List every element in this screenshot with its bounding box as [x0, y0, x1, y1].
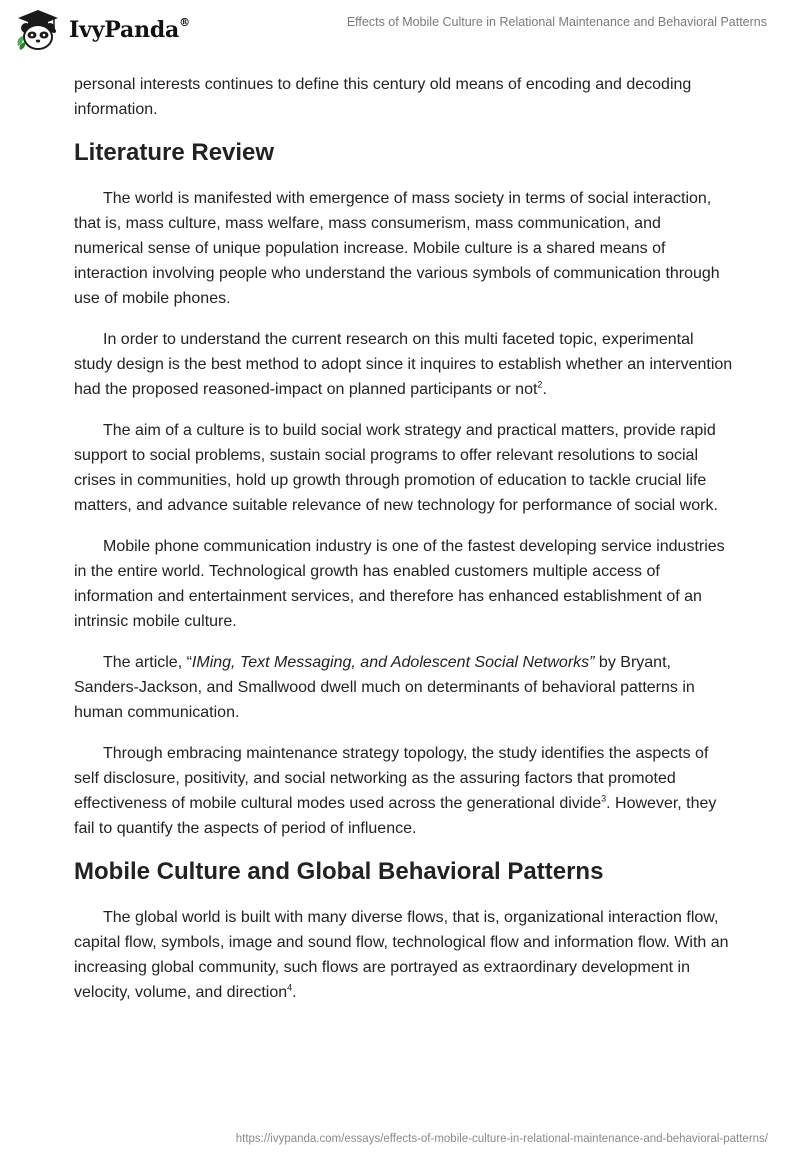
section-heading-mobile-culture: Mobile Culture and Global Behavioral Patterns — [74, 858, 604, 885]
paragraph: The world is manifested with emergence of mass society in terms of social interaction, that is, mass culture, mass welfare, mass consumerism, mass communication, and numerical sense of unique population increase. Mobile culture is a shared means of interaction involving people who understand the various symbols of communication through use of mobile phones. — [74, 190, 720, 307]
article-title: IMing, Text Messaging, and Adolescent Social Networks” — [191, 654, 595, 671]
paragraph: Mobile phone communication industry is one of the fastest developing service industries in the entire world. Technological growth has enabled customers multiple access of information and entertainment services, and therefore has enhanced establishment of an intrinsic mobile culture. — [74, 538, 725, 630]
ivypanda-logo[interactable] — [14, 8, 190, 52]
paragraph: Through embracing maintenance strategy topology, the study identifies the aspects of self disclosure, positivity, and social networking as the assuring factors that promoted effectiveness of mobile cultural modes used across the generational divide$^3$. However, they fail to quantify the aspects of period of influence. — [74, 745, 717, 837]
essay-body — [74, 72, 734, 1021]
footnote-ref[interactable]: 2 — [537, 379, 543, 390]
paragraph: The aim of a culture is to build social work strategy and practical matters, provide rapid support to social problems, sustain social programs to offer relevant resolutions to social crises in communities, hold up growth through promotion of education to tackle crucial life matters, and advance suitable relevance of new technology for performance of social work. — [74, 422, 718, 514]
section-heading-literature-review: Literature Review — [74, 139, 275, 166]
footnote-ref[interactable]: 3 — [601, 793, 607, 804]
source-url[interactable]: https://ivypanda.com/essays/effects-of-mobile-culture-in-relational-maintenance-and-behavioral-patterns/ — [235, 1133, 768, 1145]
paragraph: The article, “IMing, Text Messaging, and Adolescent Social Networks” by Bryant, Sanders-Jackson, and Smallwood dwell much on determinants of behavioral patterns in human communication. — [74, 654, 695, 721]
paragraph: The global world is built with many diverse flows, that is, organizational interaction flow, capital flow, symbols, image and sound flow, technological flow and information flow. With an increasing global community, such flows are portrayed as extraordinary development in velocity, volume, and direction$^4$. — [74, 909, 729, 1001]
page-header — [0, 0, 800, 66]
document-title: Effects of Mobile Culture in Relational Maintenance and Behavioral Patterns — [346, 15, 767, 29]
intro-continuation: personal interests continues to define this century old means of encoding and decoding information. — [74, 76, 692, 118]
footnote-ref[interactable]: 4 — [287, 982, 293, 993]
paragraph: In order to understand the current research on this multi faceted topic, experimental study design is the best method to adopt since it inquires to establish whether an intervention had the proposed reasoned-impact on planned participants or not$^2$. — [74, 331, 733, 398]
brand-name: IvyPanda® — [69, 16, 190, 43]
panda-mascot-icon — [14, 8, 62, 52]
